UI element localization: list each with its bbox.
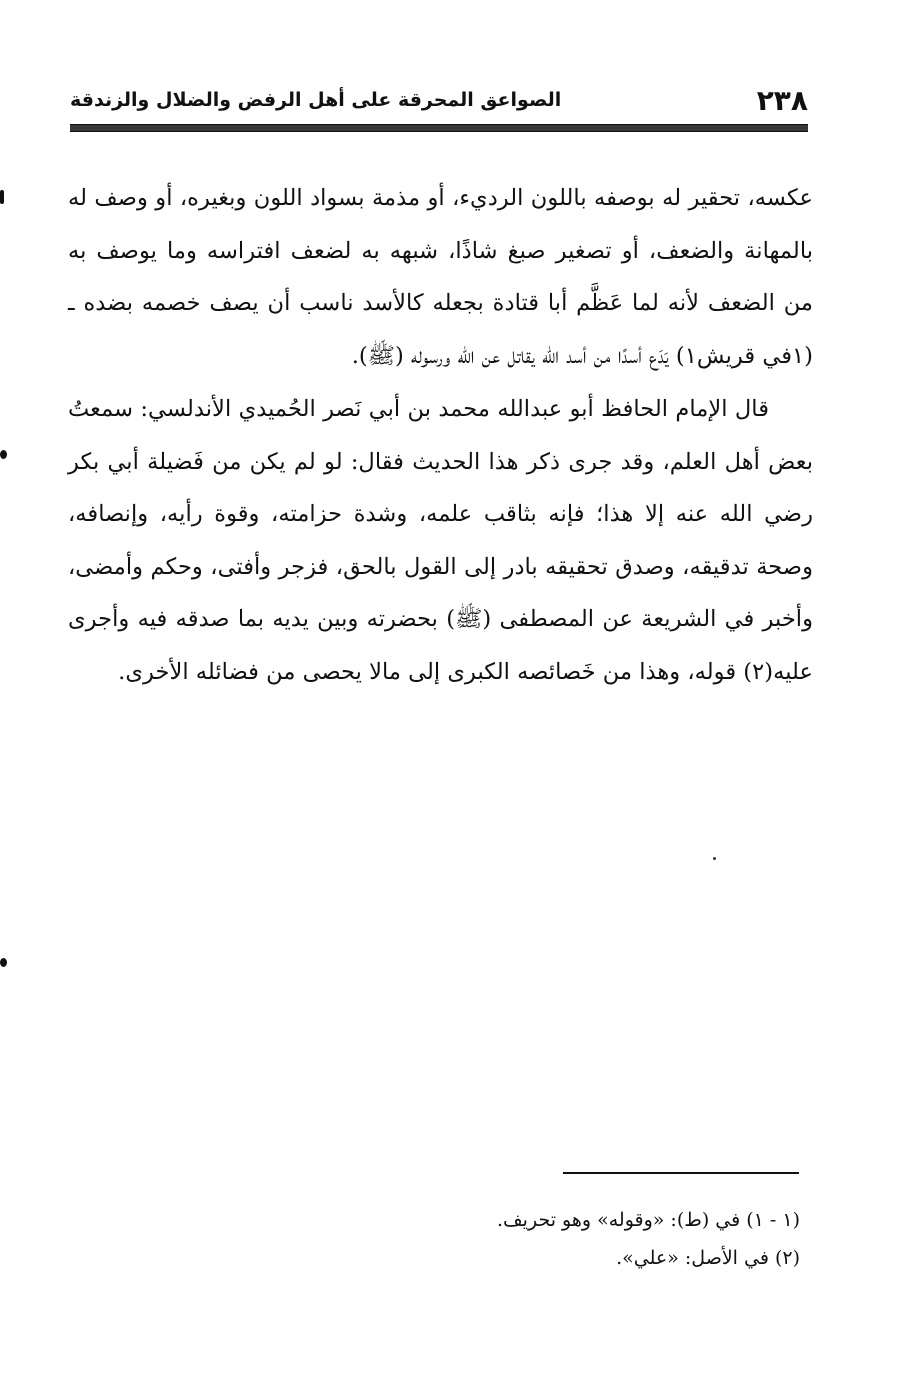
- scan-artifact-dot: [0, 958, 7, 967]
- scan-speck: [713, 857, 716, 860]
- footnote-2: (٢) في الأصل: «علي».: [616, 1247, 800, 1269]
- running-header: [70, 80, 810, 120]
- scan-artifact-dot: [0, 190, 4, 204]
- scan-artifact-dot: [0, 450, 7, 459]
- header-rule: [70, 124, 808, 132]
- footnotes: [300, 1201, 800, 1277]
- paragraph-2: قال الإمام الحافظ أبو عبدالله محمد بن أبي نَصر الحُميدي الأندلسي: سمعتُ بعض أهل العلم، وقد جرى ذكر هذا الحديث فقال: لو لم يكن من فَضيلة أبي بكر رضي الله عنه إلا هذا؛ فإنه بثاقب علمه، وشدة حزامته، وقوة رأيه، وإنصافه، وصحة تدقيقه، وصدق تحقيقه بادر إلى القول بالحق، فزجر وأفتى، وحكم وأمضى، وأخبر في الشريعة عن المصطفى (ﷺ) بحضرته وبين يديه بما صدقه فيه وأجرى عليه(٢) قوله، وهذا من خَصائصه الكبرى إلى مالا يحصى من فضائله الأخرى.: [68, 396, 813, 685]
- footnote-rule: [563, 1172, 799, 1174]
- page-number: ٢٣٨: [756, 84, 808, 117]
- footnote-1: (١ - ١) في (ط): «وقوله» وهو تحريف.: [496, 1209, 800, 1231]
- paragraph-1: عكسه، تحقير له بوصفه باللون الرديء، أو مذمة بسواد اللون وبغيره، أو وصف له بالمهانة والضعف، أو تصغير صبغ شاذًا، شبهه به لضعف افتراسه وما يوصف به من الضعف لأنه لما عَظَّم أبا قتادة بجعله كالأسد ناسب أن يصف خصمه بضده ـ (١في قريش١) يَدَع أسدًا من أسد الله يقاتل عن الله ورسوله (ﷺ).: [68, 185, 813, 369]
- book-title: الصواعق المحرقة على أهل الرفض والضلال والزندقة: [70, 89, 562, 111]
- main-text: [68, 172, 813, 698]
